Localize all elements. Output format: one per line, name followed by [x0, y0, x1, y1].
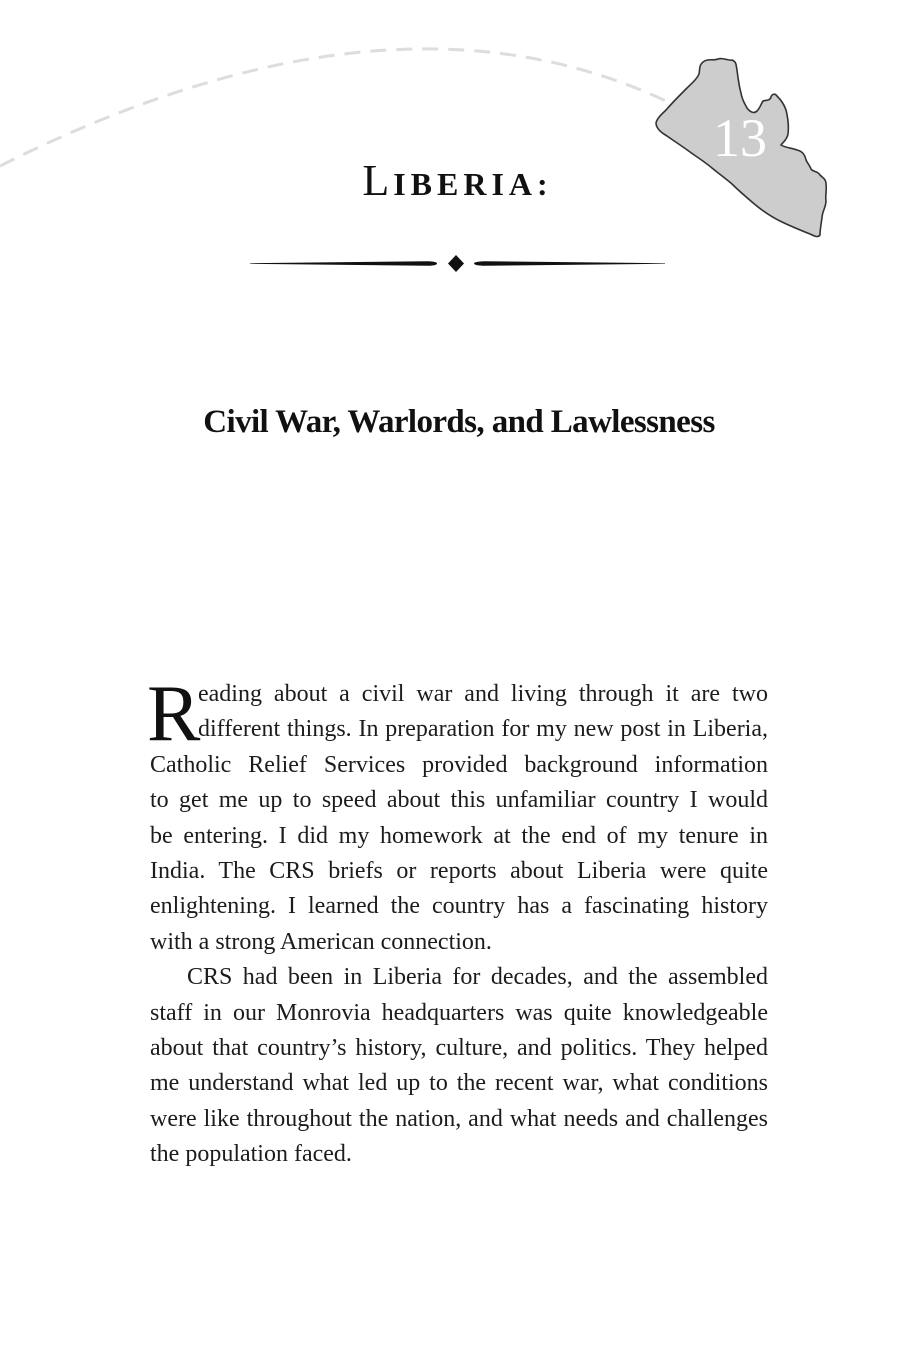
text-line: be entering. I did my homework at the end of my tenure in: [150, 822, 768, 849]
text-line: staff in our Monrovia headquarters was quite knowledgeable: [150, 999, 768, 1026]
text-line: the population faced.: [150, 1141, 352, 1168]
text-line: Catholic Relief Services provided background information: [150, 751, 768, 778]
text-line: me understand what led up to the recent war, what conditions: [150, 1070, 768, 1097]
text-line: different things. In preparation for my new post in Liberia,: [198, 716, 768, 743]
text-line: enlightening. I learned the country has a fascinating history: [150, 893, 768, 920]
drop-cap: R: [147, 670, 201, 758]
ornament-divider: [250, 255, 665, 272]
text-line: with a strong American connection.: [150, 928, 492, 955]
chapter-title: [250, 156, 665, 209]
text-line: eading about a civil war and living through it are two: [198, 681, 768, 707]
chapter-subtitle: Civil War, Warlords, and Lawlessness: [203, 404, 715, 440]
paragraph-1: [147, 670, 768, 960]
chapter-title-initial: L: [362, 156, 394, 205]
text-line: to get me up to speed about this unfamiliar country I would: [150, 787, 768, 814]
chapter-number: 13: [713, 108, 767, 168]
text-line: were like throughout the nation, and what needs and challenges: [150, 1105, 768, 1132]
chapter-title-rest: IBERIA:: [393, 166, 553, 202]
text-line: India. The CRS briefs or reports about Liberia were quite: [150, 857, 768, 884]
paragraph-2: [150, 960, 768, 1172]
text-line: CRS had been in Liberia for decades, and the assembled: [187, 964, 768, 991]
chapter-body: [147, 670, 768, 1172]
text-line: about that country’s history, culture, and politics. They helped: [150, 1034, 768, 1061]
dashed-arc: [0, 49, 668, 166]
